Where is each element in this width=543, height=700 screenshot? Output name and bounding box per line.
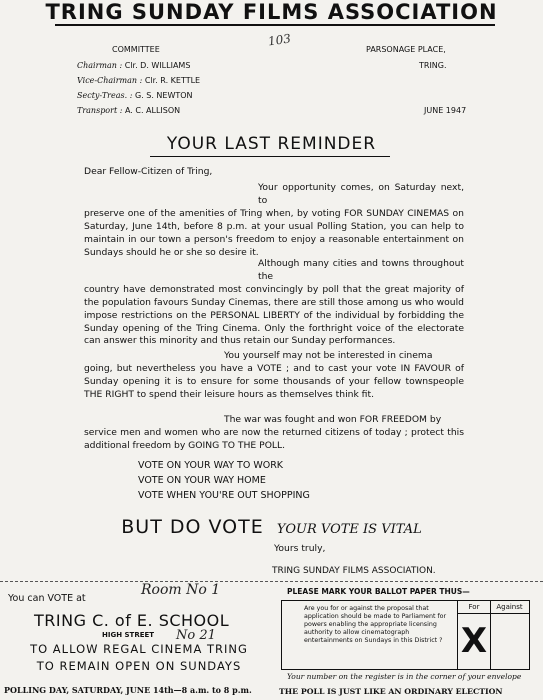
officer-role: Chairman : <box>77 61 123 70</box>
ballot-heading: PLEASE MARK YOUR BALLOT PAPER THUS— <box>287 587 470 596</box>
paragraph-body: country have demonstrated most convincingly by poll that the great majority of the population favours Sunday Cinemas, there are still those among us who would impose restrictions on the PERSONAL LIBERTY of the individual by forbidding the Sunday opening of the Tring Cinema. Only the forthright voice of the electorate can answer this minority and thus retain our Sunday performances. <box>84 283 464 347</box>
polling-station-street: HIGH STREET <box>102 631 155 639</box>
title-underline <box>150 156 390 157</box>
officer-name: Clr. D. WILLIAMS <box>124 61 191 70</box>
paragraph-lead: Your opportunity comes, on Saturday next, to <box>258 182 464 206</box>
officer-role: Transport : <box>77 106 123 115</box>
officer-role: Vice-Chairman : <box>77 76 143 85</box>
paragraph-4 <box>84 414 464 453</box>
sample-ballot-paper <box>281 600 530 670</box>
officer-name: Clr. R. KETTLE <box>144 76 201 85</box>
officer-secretary-treasurer <box>77 90 193 101</box>
slogan-line-2: TO REMAIN OPEN ON SUNDAYS <box>36 659 242 673</box>
organisation-name: TRING SUNDAY FILMS ASSOCIATION <box>45 0 498 24</box>
paragraph-2 <box>84 258 464 348</box>
paragraph-lead: Although many cities and towns throughout the <box>258 258 464 282</box>
ballot-for-header: For <box>457 601 491 614</box>
vote-reminder-list <box>138 458 310 503</box>
officer-vice-chairman <box>77 75 200 86</box>
paragraph-lead: You yourself may not be interested in cinema <box>224 350 433 361</box>
ballot-x-mark: X <box>457 614 491 669</box>
officer-name: A. C. ALLISON <box>124 106 181 115</box>
paragraph-1 <box>84 182 464 259</box>
paragraph-lead: The war was fought and won FOR FREEDOM by <box>224 414 442 425</box>
ballot-against-header: Against <box>490 601 529 614</box>
letter-title: YOUR LAST REMINDER <box>166 134 377 154</box>
vote-line: VOTE ON YOUR WAY TO WORK <box>138 460 284 471</box>
register-note: Your number on the register is in the corner of your envelope <box>287 672 522 681</box>
slogan-line-1: TO ALLOW REGAL CINEMA TRING <box>30 642 248 656</box>
poll-note: THE POLL IS JUST LIKE AN ORDINARY ELECTION <box>279 687 503 696</box>
address-line-1: PARSONAGE PLACE, <box>366 45 446 54</box>
header-rule <box>55 24 495 26</box>
officer-chairman <box>77 60 190 71</box>
cut-line <box>0 581 543 583</box>
but-do-vote-line <box>0 516 543 538</box>
letter-signature: TRING SUNDAY FILMS ASSOCIATION. <box>272 566 436 576</box>
letter-closing: Yours truly, <box>274 543 326 554</box>
handwritten-number: No 21 <box>176 628 216 643</box>
officer-name: G. S. NEWTON <box>134 91 193 100</box>
vote-line: VOTE WHEN YOU'RE OUT SHOPPING <box>138 490 310 501</box>
letter-date: JUNE 1947 <box>424 106 467 115</box>
polling-day: POLLING DAY, SATURDAY, JUNE 14th—8 a.m. to 8 p.m. <box>4 685 252 695</box>
vote-line: VOTE ON YOUR WAY HOME <box>138 475 266 486</box>
ballot-question: Are you for or against the proposal that application should be made to Parliament for powers enabling the appropriate licensing authority to allow cinematograph entertainments on Sundays in this District ? <box>304 605 447 644</box>
but-do-vote: BUT DO VOTE <box>121 516 264 538</box>
vote-at-label: You can VOTE at <box>8 593 86 604</box>
officer-transport <box>77 105 180 116</box>
handwritten-room: Room No 1 <box>141 582 221 598</box>
salutation: Dear Fellow-Citizen of Tring, <box>84 166 213 177</box>
address-line-2: TRING. <box>419 61 447 70</box>
handwritten-page-number: 103 <box>267 31 292 49</box>
paragraph-body: going, but nevertheless you have a VOTE ; and to cast your vote IN FAVOUR of Sunday opening it is to ensure for some thousands of your fellow townspeople THE RIGHT to spend their leisure hours as themselves think fit. <box>84 362 464 400</box>
paragraph-3 <box>84 350 464 402</box>
paragraph-body: service men and women who are now the returned citizens of today ; protect this additional freedom by GOING TO THE POLL. <box>84 426 464 451</box>
polling-station-name: TRING C. of E. SCHOOL <box>34 611 230 630</box>
committee-label: COMMITTEE <box>112 45 160 54</box>
paragraph-body: preserve one of the amenities of Tring when, by voting FOR SUNDAY CINEMAS on Saturday, June 14th, before 8 p.m. at your usual Polling Station, you can help to maintain in our town a person's freedom to enjoy a reasonable entertainment on Sundays should he or she so desire it. <box>84 207 464 258</box>
vote-is-vital: YOUR VOTE IS VITAL <box>276 522 422 537</box>
officer-role: Secty-Treas. : <box>77 91 133 100</box>
